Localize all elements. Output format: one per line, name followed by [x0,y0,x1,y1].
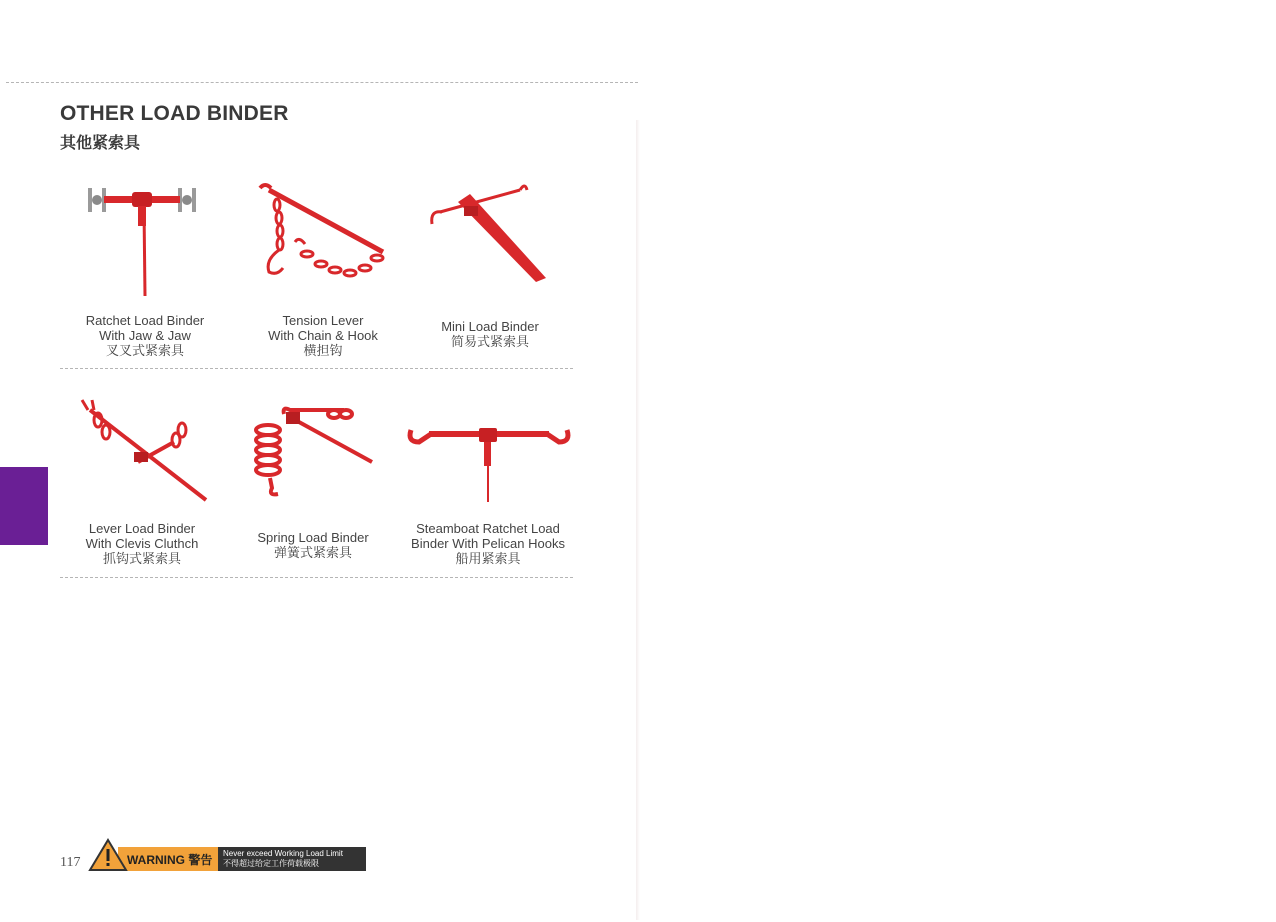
product-name: Binder With Pelican Hooks [411,536,565,551]
product-card [255,180,390,290]
row-dashed-divider [60,368,573,369]
product-name: With Jaw & Jaw [99,328,191,343]
warning-banner [88,838,366,872]
warning-message-box [218,847,366,871]
product-name: Mini Load Binder [441,319,539,334]
product-name-cn: 叉叉式紧索具 [105,343,184,358]
product-name-cn: 抓钩式紧索具 [102,551,181,566]
product-name: Steamboat Ratchet Load [416,521,560,536]
product-name: Tension Lever [282,313,364,328]
product-name: With Clevis Cluthch [85,536,199,551]
page-subtitle: 其他紧索具 [60,135,141,152]
product-name: Spring Load Binder [257,530,369,545]
product-name-cn: 弹簧式紧索具 [273,545,352,560]
product-caption [70,313,220,358]
product-name: Ratchet Load Binder [85,313,205,328]
product-card [78,396,213,506]
product-name-cn: 简易式紧索具 [450,334,529,349]
product-name: With Chain & Hook [268,328,378,343]
steamboat-ratchet-icon [405,420,573,505]
page-fold-edge [636,120,640,920]
lever-binder-icon [78,396,213,506]
page-title: OTHER LOAD BINDER [60,102,289,125]
product-caption [238,530,388,560]
product-card [248,404,378,504]
product-caption [67,521,217,566]
product-card [405,420,573,505]
ratchet-binder-jaw-icon [80,178,210,303]
product-name-cn: 船用紧索具 [455,551,521,566]
product-card [80,178,210,303]
warning-text-en: Never exceed Working Load Limit [223,849,343,858]
tension-lever-chain-icon [255,180,390,290]
section-side-tab [0,467,48,545]
product-name-cn: 横担钩 [303,343,343,358]
spring-binder-icon [248,404,378,504]
row-dashed-divider [60,577,573,578]
page-number: 117 [60,855,81,870]
product-caption [415,319,565,349]
warning-label: WARNING 警告 [127,853,213,867]
mini-binder-icon [428,182,553,287]
warning-text-cn: 不得超过给定工作荷载极限 [223,859,319,868]
product-card [428,182,553,287]
top-dashed-divider [6,82,638,83]
warning-triangle-icon [88,838,128,872]
product-caption [405,521,571,566]
product-name: Lever Load Binder [88,521,196,536]
product-caption [248,313,398,358]
